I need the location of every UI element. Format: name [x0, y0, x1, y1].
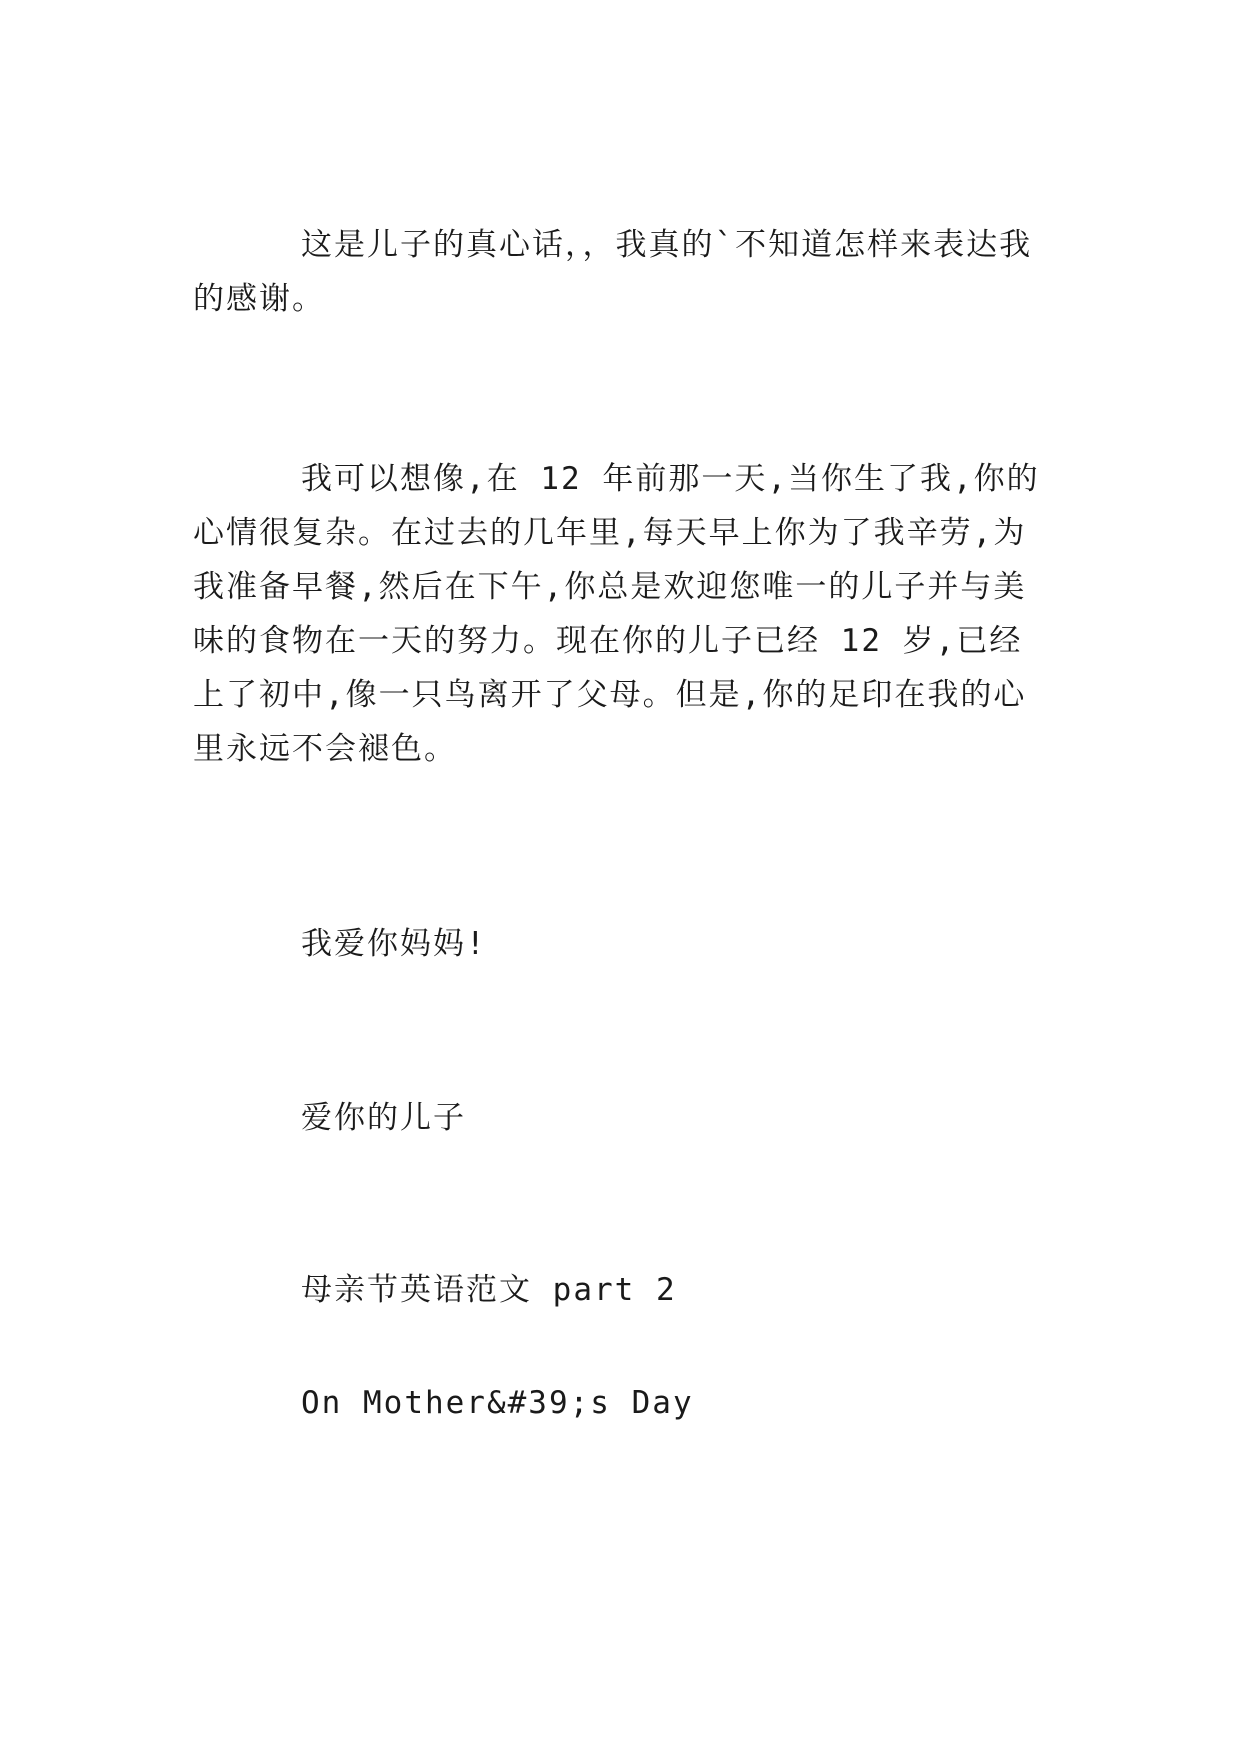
essay-title: On Mother&#39;s Day: [301, 1385, 694, 1421]
closing-line: 我爱你妈妈!: [301, 926, 487, 962]
body-paragraph-2: 我可以想像,在 12 年前那一天,当你生了我,你的心情很复杂。在过去的几年里,每天早上你为了我辛劳,为我准备早餐,然后在下午,你总是欢迎您唯一的儿子并与美味的食物在一天的努力。现在你的儿子已经 12 岁,已经上了初中,像一只鸟离开了父母。但是,你的足印在我的心里永远不会褪色。: [193, 461, 1040, 767]
body-paragraph-1: 这是儿子的真心话，，我真的`不知道怎样来表达我的感谢。: [193, 227, 1033, 317]
section-heading: 母亲节英语范文 part 2: [301, 1272, 677, 1308]
signature-line: 爱你的儿子: [301, 1100, 466, 1136]
